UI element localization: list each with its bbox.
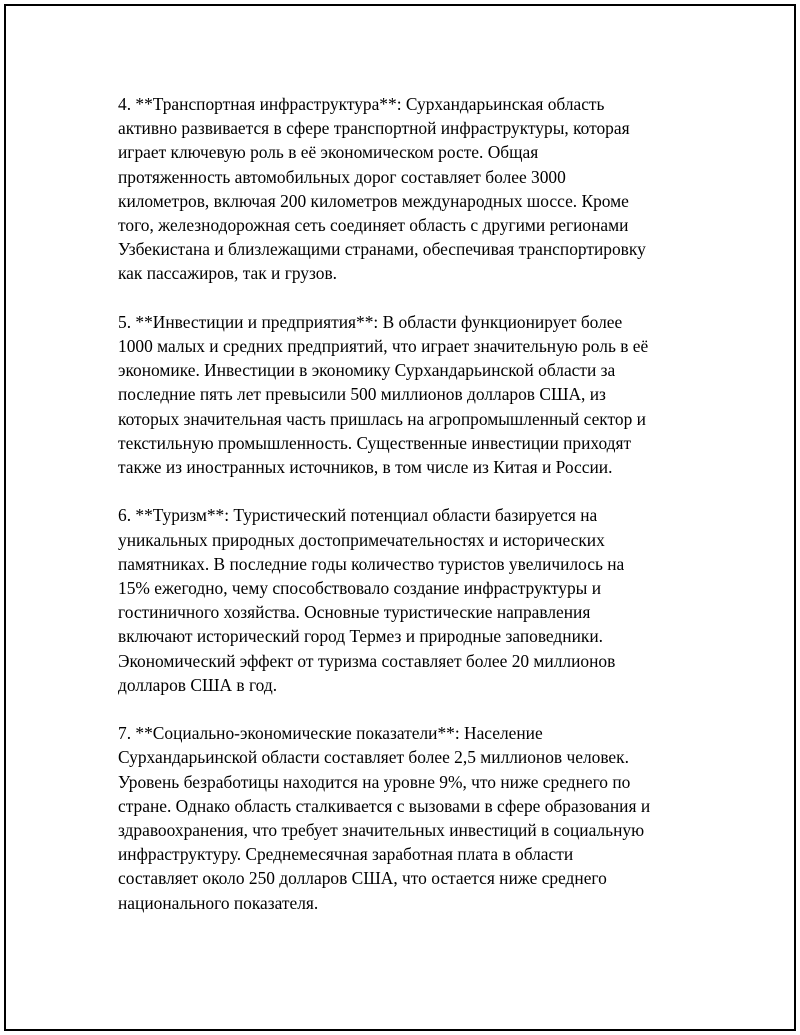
text-line: как пассажиров, так и грузов. [118,263,338,284]
text-line: играет ключевую роль в её экономическом росте. Общая [118,142,539,163]
text-line: 1000 малых и средних предприятий, что играет значительную роль в её [118,336,649,357]
text-line: Уровень безработицы находится на уровне 9%, что ниже среднего по [118,771,631,792]
text-line: Сурхандарьинской области составляет более 2,5 миллионов человек. [118,747,629,768]
text-line: 7. **Социально-экономические показатели**: Население [118,723,543,744]
text-line: стране. Однако область сталкивается с вызовами в сфере образования и [118,795,651,816]
text-line: включают исторический город Термез и природные заповедники. [118,626,603,647]
text-line: гостиничного хозяйства. Основные туристические направления [118,602,591,623]
text-line: экономике. Инвестиции в экономику Сурхандарьинской области за [118,360,616,381]
text-line: текстильную промышленность. Существенные инвестиции приходят [118,432,632,453]
text-line: составляет около 250 долларов США, что остается ниже среднего [118,868,607,889]
paragraph-socioeconomic [118,721,708,915]
paragraph-investments [118,310,708,479]
text-line: национального показателя. [118,892,319,913]
text-line: километров, включая 200 километров международных шоссе. Кроме [118,190,629,211]
text-line: здравоохранения, что требует значительных инвестиций в социальную [118,820,645,841]
text-line: долларов США в год. [118,674,278,695]
document-body [118,92,708,939]
text-line: последние пять лет превысили 500 миллионов долларов США, из [118,384,606,405]
text-line: Экономический эффект от туризма составляет более 20 миллионов [118,650,616,671]
text-line: 6. **Туризм**: Туристический потенциал области базируется на [118,505,598,526]
text-line: 15% ежегодно, чему способствовало создание инфраструктуры и [118,578,602,599]
text-line: активно развивается в сфере транспортной инфраструктуры, которая [118,118,630,139]
text-line: 5. **Инвестиции и предприятия**: В области функционирует более [118,311,623,332]
text-line: инфраструктуру. Среднемесячная заработная плата в области [118,844,574,865]
text-line: уникальных природных достопримечательностях и исторических [118,529,605,550]
text-line: которых значительная часть пришлась на агропромышленный сектор и [118,408,646,429]
text-line: памятниках. В последние годы количество туристов увеличилось на [118,553,625,574]
text-line: также из иностранных источников, в том числе из Китая и России. [118,457,613,478]
paragraph-transport [118,92,708,286]
text-line: протяженность автомобильных дорог составляет более 3000 [118,166,566,187]
text-line: 4. **Транспортная инфраструктура**: Сурхандарьинская область [118,94,605,114]
paragraph-tourism [118,503,708,697]
text-line: того, железнодорожная сеть соединяет область с другими регионами [118,215,629,236]
text-line: Узбекистана и близлежащими странами, обеспечивая транспортировку [118,239,646,260]
